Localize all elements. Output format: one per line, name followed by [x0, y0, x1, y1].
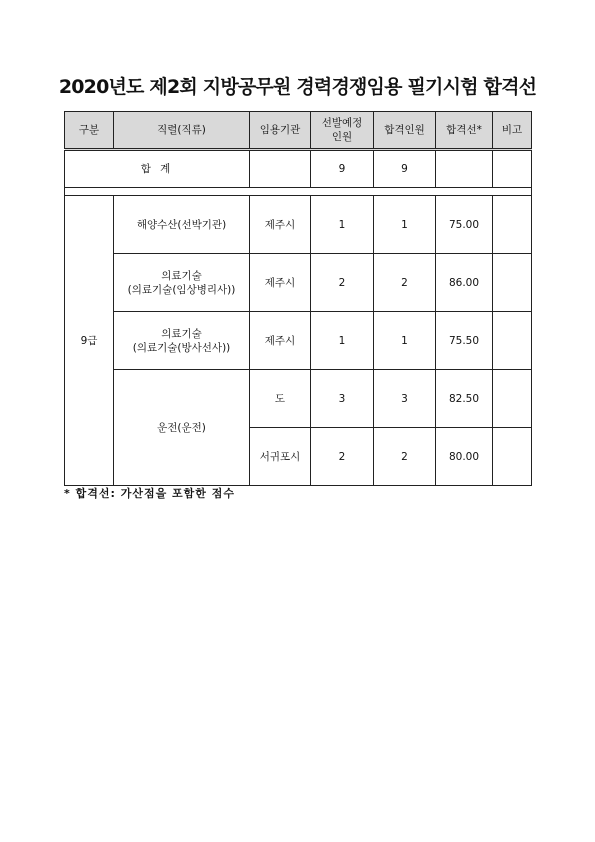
- remarks-cell: [493, 196, 532, 254]
- agency-cell: 제주시: [250, 312, 311, 370]
- header-passed: 합격인원: [374, 112, 436, 150]
- table-row: [65, 254, 532, 312]
- passed-cell: 3: [374, 370, 436, 428]
- agency-cell: 제주시: [250, 254, 311, 312]
- total-agency: [250, 150, 311, 188]
- cutoff-cell: 75.00: [436, 196, 493, 254]
- total-row: [65, 150, 532, 188]
- header-cutoff: 합격선*: [436, 112, 493, 150]
- header-category: 구분: [65, 112, 114, 150]
- total-remarks: [493, 150, 532, 188]
- table-row: [65, 196, 532, 254]
- header-planned-line1: 선발예정: [321, 117, 363, 129]
- position-line2: (의료기술(방사선사)): [132, 341, 231, 354]
- passed-cell: 1: [374, 312, 436, 370]
- cutoff-cell: 80.00: [436, 428, 493, 486]
- agency-cell: 제주시: [250, 196, 311, 254]
- remarks-cell: [493, 428, 532, 486]
- position-cell: [114, 254, 250, 312]
- position-cell: [114, 370, 250, 486]
- planned-cell: 2: [311, 254, 374, 312]
- position-line1: 운전(운전): [157, 421, 206, 434]
- planned-cell: 3: [311, 370, 374, 428]
- position-line2: (의료기술(임상병리사)): [127, 283, 236, 296]
- remarks-cell: [493, 254, 532, 312]
- remarks-cell: [493, 312, 532, 370]
- header-position: 직렬(직류): [114, 112, 250, 150]
- passed-cell: 1: [374, 196, 436, 254]
- position-line1: 해양수산(선박기관): [136, 218, 227, 231]
- header-remarks: 비고: [493, 112, 532, 150]
- planned-cell: 1: [311, 196, 374, 254]
- table-row: [65, 312, 532, 370]
- header-planned-line2: 인원: [331, 131, 353, 143]
- total-cutoff: [436, 150, 493, 188]
- total-planned: 9: [311, 150, 374, 188]
- grade-cell: 9급: [65, 196, 114, 486]
- planned-cell: 2: [311, 428, 374, 486]
- agency-cell: 도: [250, 370, 311, 428]
- table-row: [65, 370, 532, 428]
- position-cell: [114, 312, 250, 370]
- cutoff-cell: 82.50: [436, 370, 493, 428]
- results-table: [64, 111, 532, 486]
- header-planned: [311, 112, 374, 150]
- cutoff-cell: 75.50: [436, 312, 493, 370]
- passed-cell: 2: [374, 428, 436, 486]
- cutoff-cell: 86.00: [436, 254, 493, 312]
- page-title: 2020년도 제2회 지방공무원 경력경쟁임용 필기시험 합격선: [58, 76, 537, 98]
- spacer-row: [65, 188, 532, 196]
- header-agency: 임용기관: [250, 112, 311, 150]
- footnote: * 합격선: 가산점을 포함한 점수: [64, 487, 235, 500]
- passed-cell: 2: [374, 254, 436, 312]
- planned-cell: 1: [311, 312, 374, 370]
- position-line1: 의료기술: [161, 327, 202, 340]
- remarks-cell: [493, 370, 532, 428]
- header-row: [65, 112, 532, 150]
- position-cell: [114, 196, 250, 254]
- total-label: 합 계: [65, 150, 250, 188]
- total-passed: 9: [374, 150, 436, 188]
- position-line1: 의료기술: [161, 269, 202, 282]
- agency-cell: 서귀포시: [250, 428, 311, 486]
